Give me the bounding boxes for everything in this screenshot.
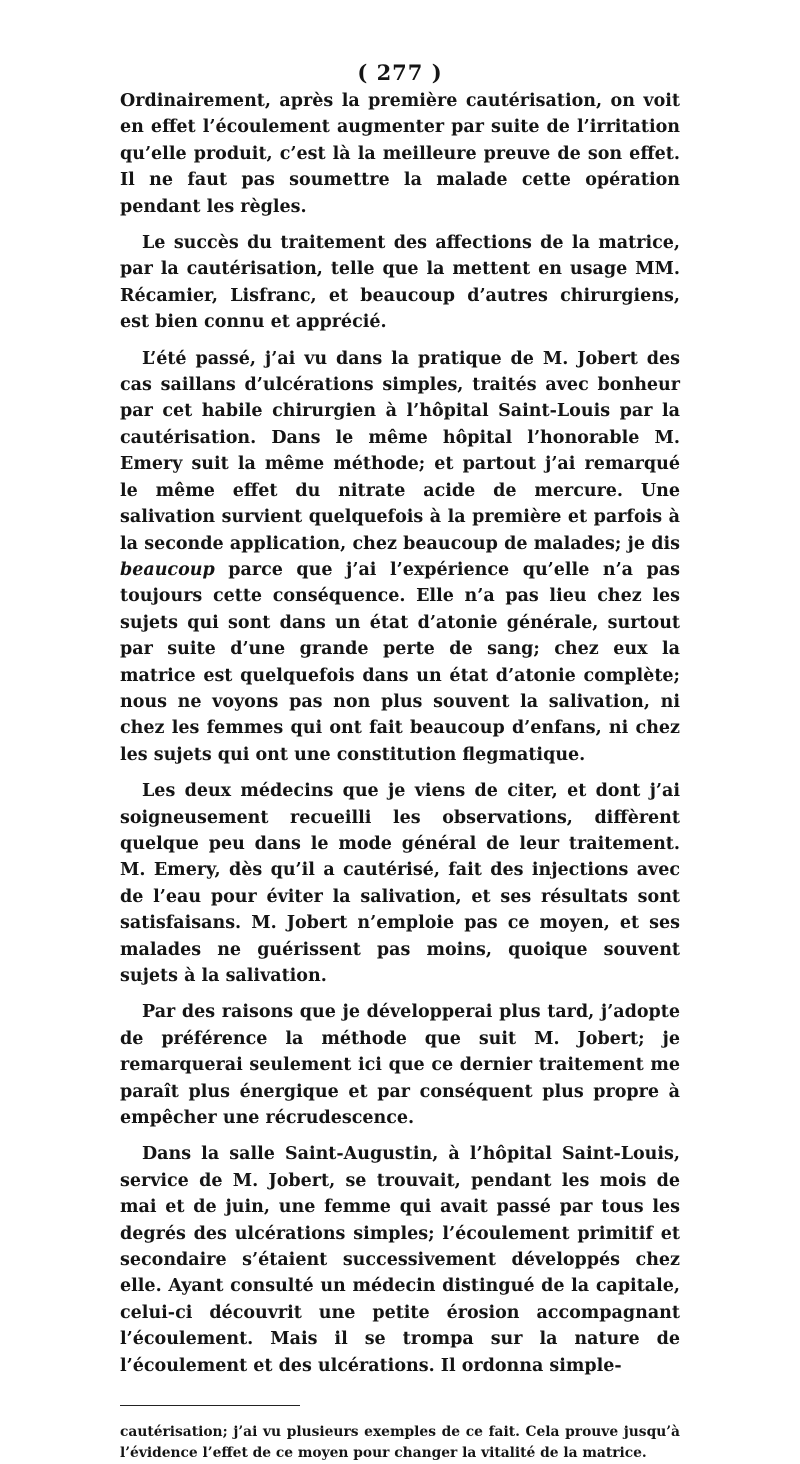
paragraph-2 <box>120 230 680 336</box>
paragraph-3-text-b: parce que j’ai l’expérience qu’elle n’a pas toujours cette conséquence. Elle n’a pas lieu chez les sujets qui sont dans un état d’atonie générale, surtout par suite d’une grande perte de sang; chez eux la matrice est quelquefois dans un état d’atonie complète; nous ne voyons pas non plus souvent la salivation, ni chez les femmes qui ont fait beaucoup d’enfans, ni chez les sujets qui ont une constitution flegmatique. <box>120 559 680 765</box>
paragraph-3 <box>120 346 680 769</box>
paragraph-1-text: Ordinairement, après la première cautérisation, on voit en effet l’écoulement augmenter par suite de l’irritation qu’elle produit, c’est là la meilleure preuve de son effet. Il ne faut pas soumettre la malade cette opération pendant les règles. <box>120 91 680 217</box>
book-page <box>120 60 680 1464</box>
paragraph-1 <box>120 88 680 220</box>
paragraph-6 <box>120 1141 680 1379</box>
paragraph-3-text-a: L’été passé, j’ai vu dans la pratique de M. Jobert des cas saillans d’ulcérations simples, traités avec bonheur par cet habile chirurgien à l’hôpital Saint-Louis par la cautérisation. Dans le même hôpital l’honorable M. Emery suit la même méthode; et partout j’ai remarqué le même effet du nitrate acide de mercure. Une salivation survient quelquefois à la première et parfois à la seconde application, chez beaucoup de malades; je dis <box>120 348 680 554</box>
paragraph-3-italic-word: beaucoup <box>120 559 215 580</box>
paragraph-4 <box>120 778 680 989</box>
paragraph-5 <box>120 999 680 1131</box>
paragraph-4-text: Les deux médecins que je viens de citer, et dont j’ai soigneusement recueilli les observations, diffèrent quelque peu dans le mode général de leur traitement. M. Emery, dès qu’il a cautérisé, fait des injections avec de l’eau pour éviter la salivation, et ses résultats sont satisfaisans. M. Jobert n’emploie pas ce moyen, et ses malades ne guérissent pas moins, quoique souvent sujets à la salivation. <box>120 781 680 986</box>
paragraph-5-text: Par des raisons que je développerai plus tard, j’adopte de préférence la méthode que suit M. Jobert; je remarquerai seulement ici que ce dernier traitement me paraît plus énergique et par conséquent plus propre à empêcher une récrudescence. <box>120 1002 680 1129</box>
footnote: cautérisation; j’ai vu plusieurs exemples de ce fait. Cela prouve jusqu’à l’évidence l’effet de ce moyen pour changer la vitalité de la matrice. <box>120 1424 680 1462</box>
paragraph-2-text: Le succès du traitement des affections de la matrice, par la cautérisation, telle que la mettent en usage MM. Récamier, Lisfranc, et beaucoup d’autres chirurgiens, est bien connu et apprécié. <box>120 233 680 333</box>
footnote-divider <box>120 1405 300 1406</box>
page-number: ( 277 ) <box>357 60 443 85</box>
paragraph-6-text: Dans la salle Saint-Augustin, à l’hôpital Saint-Louis, service de M. Jobert, se trouvait, pendant les mois de mai et de juin, une femme qui avait passé par tous les degrés des ulcérations simples; l’écoulement primitif et secondaire s’étaient successivement développés chez elle. Ayant consulté un médecin distingué de la capitale, celui-ci découvrit une petite érosion accompagnant l’écoulement. Mais il se trompa sur la nature de l’écoulement et des ulcérations. Il ordonna simple- <box>120 1144 680 1376</box>
